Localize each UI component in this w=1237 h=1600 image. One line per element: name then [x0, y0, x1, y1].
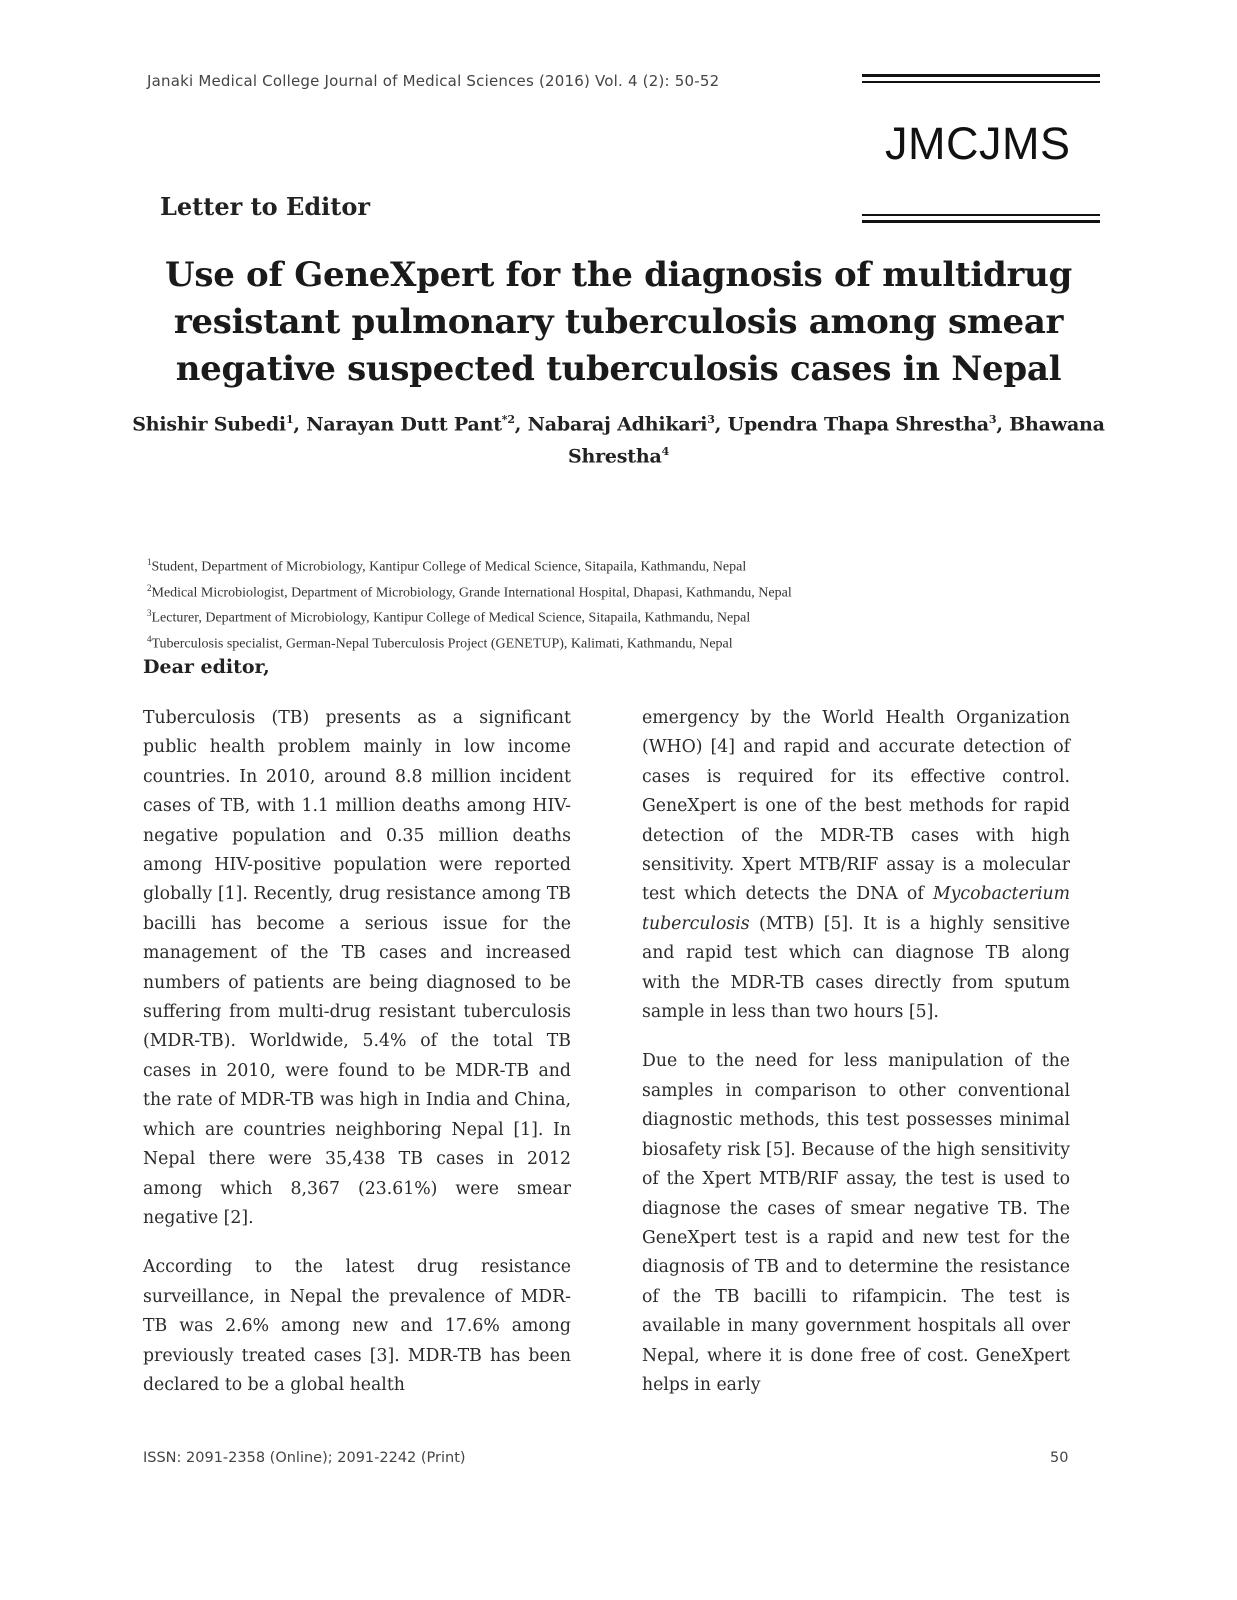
- author-name: Nabaraj Adhikari: [527, 413, 708, 436]
- header-rule-bottom-thin: [862, 214, 1100, 216]
- affiliation-item: $^4$Tuberculosis specialist, German-Nepal Tuberculosis Project (GENETUP), Kalimati, Kathmandu, Nepal: [147, 633, 733, 652]
- page-number: 50: [1050, 1450, 1069, 1466]
- affiliation-list: [147, 552, 792, 655]
- header-rule-bottom: [862, 220, 1100, 223]
- body-paragraph: According to the latest drug resistance surveillance, in Nepal the prevalence of MDR-TB was 2.6% among new and 17.6% among previously treated cases [3]. MDR-TB has been declared to be a global health: [143, 1257, 571, 1395]
- species-name: Mycobacterium tuberculosis: [642, 884, 1070, 934]
- author-name: Upendra Thapa Shrestha: [727, 413, 989, 436]
- author-affiliation-mark: 1: [285, 413, 294, 426]
- author-affiliation-mark: 4: [661, 445, 670, 459]
- affiliation-item: $^1$Student, Department of Microbiology, Kantipur College of Medical Science, Sitapaila, Kathmandu, Nepal: [147, 557, 747, 575]
- journal-logo: JMCJMS: [885, 118, 1071, 169]
- author-name: Bhawana Shrestha: [567, 413, 1105, 468]
- author-name: Narayan Dutt Pant: [306, 413, 502, 436]
- body-column-right: [642, 704, 1070, 1420]
- article-title: Use of GeneXpert for the diagnosis of multidrug resistant pulmonary tuberculosis among smear negative suspected tuberculosis cases in Nepal: [165, 255, 1072, 389]
- header-rule-top-thin: [862, 81, 1100, 83]
- body-paragraph: Tuberculosis (TB) presents as a significant public health problem mainly in low income countries. In 2010, around 8.8 million incident cases of TB, with 1.1 million deaths among HIV-negative population and 0.35 million deaths among HIV-positive population were reported globally [1]. Recently, drug resistance among TB bacilli has become a serious issue for the management of the TB cases and increased numbers of patients are being diagnosed to be suffering from multi-drug resistant tuberculosis (MDR-TB). Worldwide, 5.4% of the total TB cases in 2010, were found to be MDR-TB and the rate of MDR-TB was high in India and China, which are countries neighboring Nepal [1]. In Nepal there were 35,438 TB cases in 2012 among which 8,367 (23.61%) were smear negative [2].: [143, 708, 571, 1228]
- header-rule-top: [862, 74, 1100, 77]
- body-paragraph: Due to the need for less manipulation of the samples in comparison to other conventional diagnostic methods, this test possesses minimal biosafety risk [5]. Because of the high sensitivity of the Xpert MTB/RIF assay, the test is used to diagnose the cases of smear negative TB. The GeneXpert test is a rapid and new test for the diagnosis of TB and to determine the resistance of the TB bacilli to rifampicin. The test is available in many government hospitals all over Nepal, where it is done free of cost. GeneXpert helps in early: [642, 1051, 1070, 1395]
- salutation: Dear editor,: [143, 656, 270, 678]
- footer-issn: ISSN: 2091-2358 (Online); 2091-2242 (Print): [143, 1450, 466, 1466]
- author-list: Shishir Subedi$^1$, Narayan Dutt Pant$^{*2}$, Nabaraj Adhikari$^3$, Upendra Thapa Shrestha$^3$, Bhawana Shrestha$^4$: [132, 413, 1105, 468]
- body-column-left: [143, 704, 571, 1420]
- author-affiliation-mark: *2: [501, 413, 515, 426]
- author-affiliation-mark: 3: [988, 413, 997, 426]
- author-affiliation-mark: 3: [707, 413, 715, 426]
- body-paragraph: emergency by the World Health Organization (WHO) [4] and rapid and accurate detection of cases is required for its effective control. GeneXpert is one of the best methods for rapid detection of the MDR-TB cases with high sensitivity. Xpert MTB/RIF assay is a molecular test which detects the DNA of Mycobacterium tuberculosis (MTB) [5]. It is a highly sensitive and rapid test which can diagnose TB along with the MDR-TB cases directly from sputum sample in less than two hours [5].: [642, 708, 1070, 1023]
- journal-citation: Janaki Medical College Journal of Medical Sciences (2016) Vol. 4 (2): 50-52: [147, 72, 720, 90]
- affiliation-item: $^2$Medical Microbiologist, Department of Microbiology, Grande International Hospital, Dhapasi, Kathmandu, Nepal: [147, 582, 792, 601]
- section-label: Letter to Editor: [160, 192, 370, 221]
- author-name: Shishir Subedi: [132, 413, 286, 436]
- affiliation-item: $^3$Lecturer, Department of Microbiology, Kantipur College of Medical Science, Sitapaila, Kathmandu, Nepal: [147, 608, 751, 626]
